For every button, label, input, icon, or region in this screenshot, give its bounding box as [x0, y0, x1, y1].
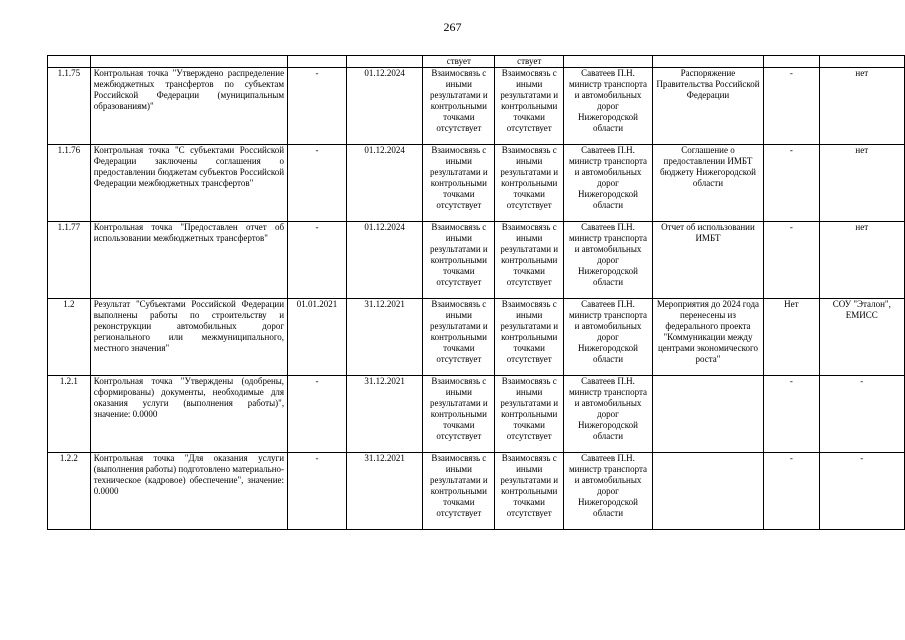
cell-col11: нет [819, 145, 904, 222]
cell-name: Результат "Субъектами Российской Федерации выполнены работы по строительству и реконструкции автомобильных дорог регионального или межмуниципального, местного значения" [90, 299, 287, 376]
cell-document [652, 376, 763, 453]
table-row [48, 376, 905, 453]
cell-responsible: Саватеев П.Н. министр транспорта и автомобильных дорог Нижегородской области [564, 68, 653, 145]
table-row [48, 222, 905, 299]
cell-start-date: - [288, 376, 347, 453]
cell-responsible: Саватеев П.Н. министр транспорта и автомобильных дорог Нижегородской области [564, 299, 653, 376]
cell-col10: - [764, 453, 819, 530]
cell-predecessor: Взаимосвязь с иными результатами и контрольными точками отсутствует [423, 299, 495, 376]
cell-name: Контрольная точка "Утверждено распределение межбюджетных трансфертов по субъектам Российской Федерации (муниципальным образованиям)" [90, 68, 287, 145]
cell-start-date: - [288, 68, 347, 145]
cell-col11: нет [819, 222, 904, 299]
cell-document: Мероприятия до 2024 года перенесены из федерального проекта "Коммуникации между центрами экономического роста" [652, 299, 763, 376]
cell-start-date: - [288, 145, 347, 222]
cell-col10: - [764, 145, 819, 222]
cell-document: Распоряжение Правительства Российской Федерации [652, 68, 763, 145]
cell-col11: нет [819, 68, 904, 145]
cell-number: 1.2.2 [48, 453, 91, 530]
cell-number: 1.1.77 [48, 222, 91, 299]
cell-document [652, 453, 763, 530]
cell-successor: Взаимосвязь с иными результатами и контрольными точками отсутствует [495, 453, 564, 530]
cell-col10: Нет [764, 299, 819, 376]
cell-start-date: 01.01.2021 [288, 299, 347, 376]
cell-end-date: 01.12.2024 [346, 145, 423, 222]
cell-successor: Взаимосвязь с иными результатами и контрольными точками отсутствует [495, 299, 564, 376]
cell-predecessor: ствует [423, 56, 495, 68]
cell-responsible: Саватеев П.Н. министр транспорта и автомобильных дорог Нижегородской области [564, 145, 653, 222]
cell-name: Контрольная точка "С субъектами Российской Федерации заключены соглашения о предоставлении бюджетам субъектов Российской Федерации межбюджетных трансфертов" [90, 145, 287, 222]
cell-number: 1.1.76 [48, 145, 91, 222]
page-number: 267 [443, 20, 462, 34]
cell-predecessor: Взаимосвязь с иными результатами и контрольными точками отсутствует [423, 376, 495, 453]
cell-name: Контрольная точка "Для оказания услуги (выполнения работы) подготовлено материально-техническое (кадровое) обеспечение", значение: 0.0000 [90, 453, 287, 530]
cell-responsible: Саватеев П.Н. министр транспорта и автомобильных дорог Нижегородской области [564, 222, 653, 299]
cell-predecessor: Взаимосвязь с иными результатами и контрольными точками отсутствует [423, 222, 495, 299]
cell-name: Контрольная точка "Предоставлен отчет об использовании межбюджетных трансфертов" [90, 222, 287, 299]
cell-col10: - [764, 68, 819, 145]
cell-start-date: - [288, 453, 347, 530]
table-row [48, 453, 905, 530]
cell-successor: Взаимосвязь с иными результатами и контрольными точками отсутствует [495, 376, 564, 453]
cell-document: Соглашение о предоставлении ИМБТ бюджету Нижегородской области [652, 145, 763, 222]
cell-name: Контрольная точка "Утверждены (одобрены, сформированы) документы, необходимые для оказания услуги (выполнения работы)", значение: 0.0000 [90, 376, 287, 453]
cell-col11: - [819, 453, 904, 530]
table-row [48, 299, 905, 376]
cell-end-date: 01.12.2024 [346, 68, 423, 145]
table-row [48, 68, 905, 145]
cell-col11: СОУ "Эталон", ЕМИСС [819, 299, 904, 376]
cell-successor: Взаимосвязь с иными результатами и контрольными точками отсутствует [495, 145, 564, 222]
cell-number: 1.2 [48, 299, 91, 376]
cell-successor: ствует [495, 56, 564, 68]
cell-document: Отчет об использовании ИМБТ [652, 222, 763, 299]
table-row-continuation [48, 56, 905, 68]
cell-end-date: 31.12.2021 [346, 299, 423, 376]
cell-col10: - [764, 222, 819, 299]
plan-table [47, 55, 905, 530]
cell-predecessor: Взаимосвязь с иными результатами и контрольными точками отсутствует [423, 68, 495, 145]
cell-predecessor: Взаимосвязь с иными результатами и контрольными точками отсутствует [423, 453, 495, 530]
cell-responsible: Саватеев П.Н. министр транспорта и автомобильных дорог Нижегородской области [564, 453, 653, 530]
cell-col10: - [764, 376, 819, 453]
cell-end-date: 31.12.2021 [346, 376, 423, 453]
cell-successor: Взаимосвязь с иными результатами и контрольными точками отсутствует [495, 222, 564, 299]
cell-start-date: - [288, 222, 347, 299]
cell-col11: - [819, 376, 904, 453]
cell-end-date: 01.12.2024 [346, 222, 423, 299]
cell-number: 1.2.1 [48, 376, 91, 453]
table-row [48, 145, 905, 222]
cell-responsible: Саватеев П.Н. министр транспорта и автомобильных дорог Нижегородской области [564, 376, 653, 453]
cell-successor: Взаимосвязь с иными результатами и контрольными точками отсутствует [495, 68, 564, 145]
cell-end-date: 31.12.2021 [346, 453, 423, 530]
cell-number: 1.1.75 [48, 68, 91, 145]
cell-predecessor: Взаимосвязь с иными результатами и контрольными точками отсутствует [423, 145, 495, 222]
